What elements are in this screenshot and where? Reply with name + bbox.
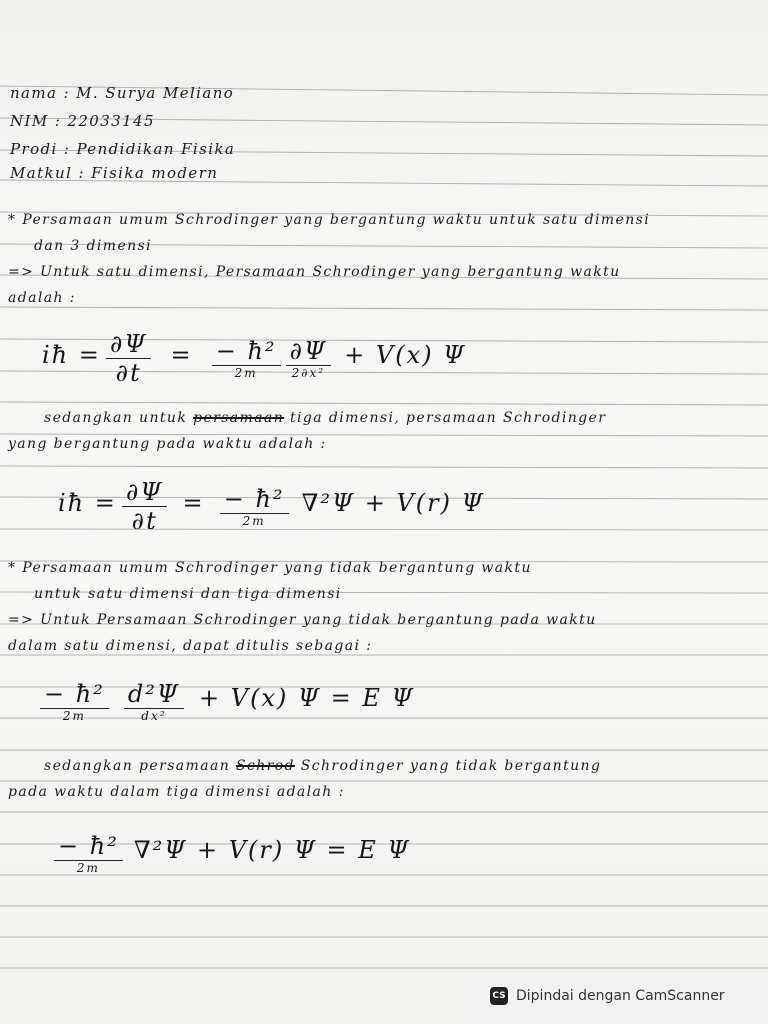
section1-para3d bbox=[44, 410, 606, 426]
section1-title-cont: dan 3 dimensi bbox=[34, 238, 153, 254]
eq2-equals: = bbox=[182, 489, 205, 517]
section1-intro: => Untuk satu dimensi, Persamaan Schrodinger yang bergantung waktu bbox=[8, 264, 621, 280]
eq4-coef-num: − ħ² bbox=[54, 832, 123, 861]
student-nim: NIM : 22033145 bbox=[10, 112, 155, 130]
course-name: Matkul : Fisika modern bbox=[10, 164, 219, 182]
section2-title-cont: untuk satu dimensi dan tiga dimensi bbox=[34, 586, 342, 602]
eq1-d-fraction bbox=[286, 337, 331, 380]
eq3-coef-den: 2m bbox=[62, 709, 86, 723]
section1-para3d-a: sedangkan untuk bbox=[44, 410, 188, 426]
section1-title: * Persamaan umum Schrodinger yang bergantung waktu untuk satu dimensi bbox=[8, 212, 651, 228]
equation-time-dependent-1d bbox=[42, 330, 466, 387]
equation-time-dependent-3d bbox=[58, 478, 485, 535]
eq1-d-num: ∂Ψ bbox=[286, 337, 331, 366]
eq1-coef-num: − ħ² bbox=[212, 337, 281, 366]
eq2-lhs-den: ∂t bbox=[131, 507, 158, 535]
eq2-coef-num: − ħ² bbox=[220, 485, 289, 514]
eq4-rhs: ∇²Ψ + V(r) Ψ = E Ψ bbox=[133, 836, 411, 864]
eq1-lhs-prefix: iħ = bbox=[42, 341, 101, 369]
section2-para3d bbox=[44, 758, 601, 774]
section1-intro-cont: adalah : bbox=[8, 290, 76, 306]
eq1-d-den: 2∂x² bbox=[291, 366, 326, 380]
eq1-lhs-den: ∂t bbox=[115, 359, 142, 387]
section2-intro: => Untuk Persamaan Schrodinger yang tidak bergantung pada waktu bbox=[8, 612, 597, 628]
section2-para3d-struck: Schrod bbox=[235, 758, 295, 774]
eq3-d-num: d²Ψ bbox=[124, 680, 184, 709]
eq1-lhs-num: ∂Ψ bbox=[106, 330, 151, 359]
eq3-d-fraction bbox=[124, 680, 184, 723]
student-name: nama : M. Surya Meliano bbox=[10, 84, 235, 102]
eq2-coef-den: 2m bbox=[242, 514, 266, 528]
section2-para3d-cont: pada waktu dalam tiga dimensi adalah : bbox=[8, 784, 345, 800]
camscanner-watermark bbox=[476, 978, 756, 1014]
section1-para3d-struck: persamaan bbox=[193, 410, 285, 426]
eq2-lhs-prefix: iħ = bbox=[58, 489, 117, 517]
eq3-coef-num: − ħ² bbox=[40, 680, 109, 709]
equation-time-independent-1d bbox=[40, 680, 415, 723]
eq2-coef-fraction bbox=[220, 485, 289, 528]
eq4-coef-fraction bbox=[54, 832, 123, 875]
section1-para3d-b: tiga dimensi, persamaan Schrodinger bbox=[290, 410, 607, 426]
eq3-rhs: + V(x) Ψ = E Ψ bbox=[199, 684, 415, 712]
equation-time-independent-3d bbox=[54, 832, 410, 875]
eq2-rhs: ∇²Ψ + V(r) Ψ bbox=[301, 489, 485, 517]
eq1-coef-fraction bbox=[212, 337, 281, 380]
eq2-lhs-fraction bbox=[122, 478, 167, 535]
camscanner-logo-icon: CS bbox=[490, 987, 508, 1005]
section1-para3d-cont: yang bergantung pada waktu adalah : bbox=[8, 436, 327, 452]
eq1-equals: = bbox=[170, 341, 193, 369]
eq1-rhs: + V(x) Ψ bbox=[344, 341, 467, 369]
eq3-d-den: dx² bbox=[141, 709, 167, 723]
section2-intro-cont: dalam satu dimensi, dapat ditulis sebagai : bbox=[8, 638, 373, 654]
section2-title: * Persamaan umum Schrodinger yang tidak bergantung waktu bbox=[8, 560, 532, 576]
eq1-lhs-fraction bbox=[106, 330, 151, 387]
section2-para3d-b: Schrodinger yang tidak bergantung bbox=[300, 758, 602, 774]
study-program: Prodi : Pendidikan Fisika bbox=[10, 140, 236, 158]
eq1-coef-den: 2m bbox=[234, 366, 258, 380]
eq4-coef-den: 2m bbox=[76, 861, 100, 875]
eq3-coef-fraction bbox=[40, 680, 109, 723]
section2-para3d-a: sedangkan persamaan bbox=[44, 758, 231, 774]
eq2-lhs-num: ∂Ψ bbox=[122, 478, 167, 507]
camscanner-label: Dipindai dengan CamScanner bbox=[516, 988, 725, 1004]
